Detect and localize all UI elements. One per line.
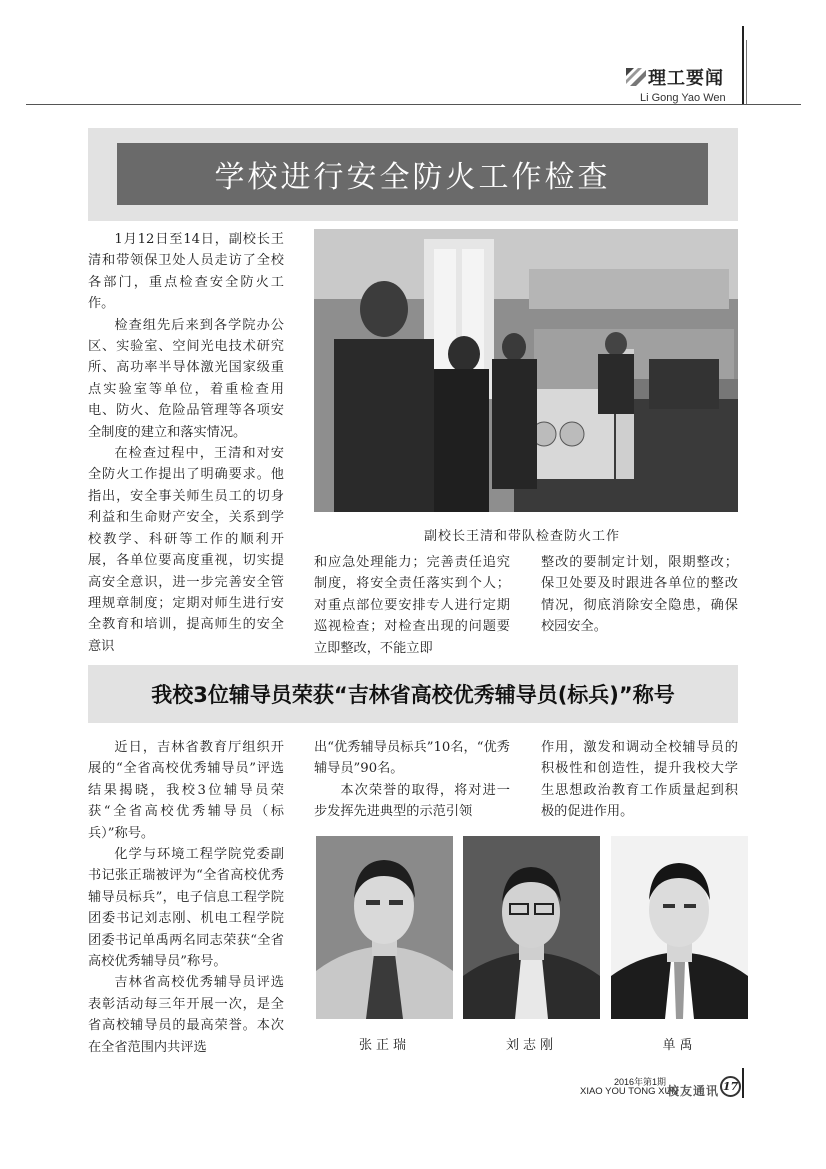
article2-paragraph: 近日，吉林省教育厅组织开展的“全省高校优秀辅导员”评选结果揭晓，我校3位辅导员荣获“全省高校优秀辅导员（标兵）”称号。 [88,740,284,841]
article1-paragraph: 检查组先后来到各学院办公区、实验室、空间光电技术研究所、高功率半导体激光国家级重点实验室等单位，着重检查用电、防火、危险品管理等各项安全制度的建立和落实情况。 [88,317,284,440]
article2-column-3 [541,737,738,823]
header-horizontal-rule [26,104,801,105]
inspection-photo-caption: 副校长王清和带队检查防火工作 [424,529,621,544]
portrait-name: 张正瑞 [358,1038,410,1053]
article2-paragraph-continued: 作用，激发和调动全校辅导员的积极性和创造性，提升我校大学生思想政治教育工作质量起到积极的促进作用。 [541,740,738,820]
article2-headline: 我校3位辅导员荣获“吉林省高校优秀辅导员(标兵)”称号 [151,683,675,707]
inspection-photo [314,229,738,512]
article1-column-2 [314,552,510,659]
inspection-photo-image [314,229,738,512]
article2-paragraph-continued: 出“优秀辅导员标兵”10名，“优秀辅导员”90名。 [314,740,510,777]
portrait-shan-yu [611,836,748,1019]
header-vertical-rule-thin [746,40,747,104]
header-stripes-icon [626,68,646,86]
article1-column-1 [88,229,284,657]
page-number: 17 [720,1076,741,1097]
header-vertical-rule [742,26,744,104]
article1-column-3 [541,552,738,638]
article2-paragraph: 化学与环境工程学院党委副书记张正瑞被评为“全省高校优秀辅导员标兵”，电子信息工程学院团委书记刘志刚、机电工程学院团委书记单禹两名同志荣获“全省高校优秀辅导员”称号。 [88,847,284,970]
section-subtitle: Li Gong Yao Wen [640,92,726,104]
footer-vertical-rule [742,1068,744,1098]
article2-column-1 [88,737,284,1058]
footer-issue: 2016年第1期 [614,1077,667,1087]
article2-column-2 [314,737,510,823]
article1-paragraph-continued: 和应急处理能力；完善责任追究制度，将安全责任落实到个人；对重点部位要安排专人进行定期巡视检查；对检查出现的问题要立即整改，不能立即 [314,555,510,656]
footer-publication-cn: 校友通讯 [667,1084,720,1098]
article1-paragraph: 1月12日至14日，副校长王清和带领保卫处人员走访了全校各部门，重点检查安全防火工作。 [88,232,284,312]
footer-publication-en: XIAO YOU TONG XUN [580,1086,679,1097]
article1-paragraph-continued: 整改的要制定计划，限期整改；保卫处要及时跟进各单位的整改情况，彻底消除安全隐患，确保校园安全。 [541,555,738,635]
portrait-name: 单禹 [662,1038,697,1053]
section-title: 理工要闻 [648,68,724,89]
portrait-liu-zhigang [463,836,600,1019]
article1-paragraph: 在检查过程中，王清和对安全防火工作提出了明确要求。他指出，安全事关师生员工的切身利益和生命财产安全，关系到学校教学、科研等工作的顺利开展，各单位要高度重视，切实提高安全意识，进一步完善安全管理规章制度；定期对师生进行安全教育和培训，提高师生的安全意识 [88,446,284,654]
portrait-name: 刘志刚 [505,1038,557,1053]
portrait-zhang-zhengrui [316,836,453,1019]
article2-paragraph: 本次荣誉的取得，将对进一步发挥先进典型的示范引领 [314,782,510,820]
article2-paragraph: 吉林省高校优秀辅导员评选表彰活动每三年开展一次，是全省高校辅导员的最高荣誉。本次在全省范围内共评选 [88,975,284,1055]
article1-headline: 学校进行安全防火工作检查 [117,143,708,205]
